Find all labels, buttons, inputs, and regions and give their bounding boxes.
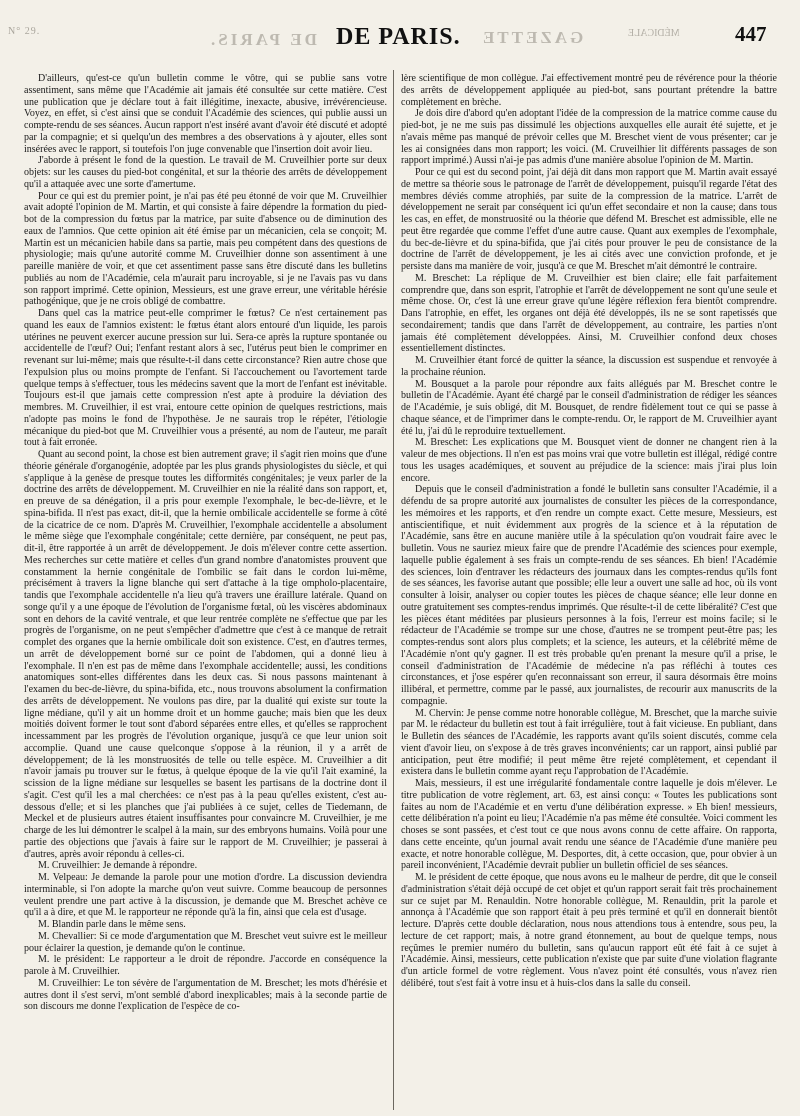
paragraph: Pour ce qui est du premier point, je n'ai pas été peu étonné de voir que M. Cruveilhier avait adopté l'opinion de M. Martin, et qui consiste à faire dépendre la formation du pied-bot de la compression du fœtus par la matrice, par suite d'absence ou de diminution des eaux de l'amnios. Que cette opinion ait été émise par un mécanicien, cela se conçoit; M. Martin est un mécanicien habile dans sa partie, mais peu compétent dans des questions de physiologie; mais qu'une autorité comme M. Cruveilhier donne son assentiment à une pareille manière de voir, et que cet assentiment passe sans être discuté dans les bulletins publiés au nom de l'Académie, cela m'aurait paru incroyable, si je ne l'avais pas vu dans son rapport imprimé. Cette opinion, Messieurs, est une grave erreur, une véritable hérésie pathogénique, que je ne crois obligé de combattre.: [24, 190, 387, 308]
bleed-through-masthead: GAZETTE: [480, 28, 584, 47]
paragraph: Depuis que le conseil d'administration a fondé le bulletin sans consulter l'Académie, il a défendu de sa propre autorité aux journalistes de consulter les pièces de la correspondance, les mémoires et les rapports, et d'en rendre un compte exact. Cette mesure, Messieurs, est antiscientifique, et nuit évidemment aux progrès de la science et à la réputation de l'Académie, sans être en aucune manière utile à la spéculation qu'on voudrait faire avec le bulletin. Vous ne sauriez mieux faire que de prendre l'Académie des sciences pour exemple, laquelle publie également à ses frais un compte-rendu de ses séances. Eh bien! l'Académie des sciences, loin d'entraver les rédacteurs des journaux dans les comptes-rendus qu'ils font de ses séances, les favorise autant que possible; elle leur a ouvert une salle ad hoc, où ils vont consulter à loisir, analyser ou copier toutes les pièces de chaque séance; elle leur donne en outre gratuitement ses comptes-rendus imprimés. Que résulte-t-il de cette libéralité? C'est que les pièces étant méditées par plusieurs personnes à la fois, l'erreur est moins facile; si le rédacteur de l'Académie se trompe sur une chose, d'autres ne se trompent peut-être pas; les comptes-rendus sont alors plus complets; et la science, les auteurs, et la célébrité même de l'Académie n'ont qu'y gagner. Il est très probable qu'en prenant la mesure qu'il a prise, le conseil d'administration de l'Académie de médecine n'a pas réfléchi à toutes ces circonstances, et j'ose espérer qu'en reconnaissant son erreur, il saura désormais être moins illibéral, et permettre, comme par le passé, aux journalistes, de recourir aux manuscrits de la compagnie.: [401, 484, 777, 707]
paragraph: Quant au second point, la chose est bien autrement grave; il s'agit rien moins que d'une théorie générale d'organogénie, adoptée par les plus grands physiologistes du siècle, et qui s'applique à la genèse de presque toutes les difformités congénitales; je veux parler de la doctrine des arrêts de développement. M. Cruveilhier en nie la réalité dans son rapport, et, en preuve de sa dénégation, il a pris pour exemple l'exomphale, le bec-de-lièvre, et le spina-bifida. Il n'est pas exact, dit-il, que la hernie ombilicale accidentelle se forme à côté de la cicatrice de ce nom. D'après M. Cruveilhier, l'exomphale accidentelle a absolument le même siège que l'exomphale congénitale; cette dernière, par conséquent, ne peut pas, dit-il, être rapportée à un arrêt de développement. Je dois m'élever contre cette assertion. Mes recherches sur cette matière et celles d'un grand nombre d'anatomistes prouvent que constamment la hernie congénitale de l'ombilic se fait dans le cordon lui-même, précisément à travers la ligne blanche qui sert d'attache à la tige ompholo-placentaire, tandis que l'exomphale accidentelle n'a lieu qu'à travers une éraillure latérale. Quand on songe qu'il y a une époque de l'évolution de l'organisme fœtal, où les viscères abdominaux sont en dehors de la cavité ventrale, et que leur rentrée complète ne s'effectue que par les progrès de l'organisme, on ne peut s'empêcher d'admettre que c'est à ce manque de retrait complet des organes que la hernie ombilicale doit son existence. C'est, en d'autres termes, un arrêt de développement borné sur ce point de l'abdomen, qui a donné lieu à l'exomphale. Il n'en est pas de même dans l'exomphale accidentelle; aussi, les conditions anatomiques sont-elles différentes dans les deux cas. Si nous passons maintenant à l'examen du bec-de-lièvre, du spina-bifida, etc., nous trouvons absolument la confirmation des arrêts de développement. Ne voulons pas dire, par la dualité qui existe sur toute la ligne médiane, qu'il y ait un homme droit et un homme gauche; mais bien que les deux moitiés doivent former le tout sont d'abord séparées entre elles, et qu'elles se rapprochent incessamment par les progrès de l'évolution organique, jusqu'à ce que leur union soit accomplie. Quand une cause quelconque s'oppose à la réunion, il y a arrêt de développement; de là les monstruosités de telle ou telle espèce. M. Cruveilhier a dit n'avoir jamais pu trouver sur le fœtus, à quelque époque de la vie qu'il l'ait examiné, la scission de la ligne médiane sur lesquelles se basent les partisans de la doctrine dont il s'agit. C'est qu'il les a mal cherchées: ce n'est pas à la peau qu'elles existent, c'est au-dessous d'elle; et si les planches que j'ai publiées à ce sujet, celles de Tiedemann, de Meckel et de plusieurs autres étaient insuffisantes pour convaincre M. Cruveilhier, je me charge de les lui démontrer le scalpel à la main, sur des embryons humains. Voilà pour une partie des objections que j'avais à faire sur le rapport de M. Cruveilhier; je passerai à d'autres, après avoir répondu à celles-ci.: [24, 449, 387, 860]
paragraph: lère scientifique de mon collègue. J'ai effectivement montré peu de révérence pour la théorie des arrêts de développement appliquée au pied-bot, sans pourtant prétendre la battre complètement en brèche.: [401, 73, 777, 108]
speaker-paragraph: M. Velpeau: Je demande la parole pour une motion d'ordre. La discussion deviendra interminable, si l'on adopte la marche qu'on veut suivre. Comme beaucoup de personnes veulent prendre une part active à la discussion, je demande que M. Breschet achève ce qu'il a à dire, et que M. le rapporteur ne réponde qu'à la fin, ainsi que cela est d'usage.: [24, 872, 387, 919]
paragraph: Mais, messieurs, il est une irrégularité fondamentale contre laquelle je dois m'élever. Le titre publication de votre règlement, art. 63, est ainsi conçu: « Toutes les publications sont faites au nom de l'Académie et en vertu d'une délibération expresse. » Eh bien! messieurs, cette délibération n'a point eu lieu; l'Académie n'a pas même été consultée. Voici comment les choses se sont passées, et c'est tout ce que nous avons connu de cette affaire. On rapporta, dans cette enceinte, qu'un journal avait rendu une séance de l'Académie d'une manière peu exacte, et notre honorable collègue, M. Desportes, dit, à cette occasion, que, pour obvier à un pareil inconvénient, l'Académie devrait publier un bulletin officiel de ses séances.: [401, 778, 777, 872]
speaker-paragraph: M. Cruveilhier: Le ton sévère de l'argumentation de M. Breschet; les mots d'hérésie et autres dont il s'est servi, m'ont semblé d'abord inexplicables; mais à la seconde partie de son discours me donne l'explication de l'espèce de co-: [24, 977, 387, 1013]
right-column: [401, 73, 777, 1111]
bleed-through-title: DE PARIS.: [208, 30, 317, 49]
bleed-through-subtitle: MÉDICALE: [628, 28, 680, 39]
paragraph: D'ailleurs, qu'est-ce qu'un bulletin comme le vôtre, qui se publie sans votre assentiment, sans même que l'Académie ait jamais été consultée sur cette matière. C'est une publication que je déclare tout à fait illégitime, inexacte, abusive, irrévérencieuse. Voyez, en effet, si c'est ainsi que se conduit l'Académie des sciences, qui publie aussi un compte-rendu de ses séances. Aucun rapport n'est inséré avant d'avoir été discuté et adopté par la compagnie; et si quelqu'un des membres a des observations à y ajouter, elles sont insérées avec le rapport, si toutefois l'on juge convenable que l'insertion doit avoir lieu.: [24, 73, 387, 155]
speaker-paragraph: M. Blandin parle dans le même sens.: [38, 919, 186, 930]
speaker-paragraph: M. Chevallier: Si ce mode d'argumentation que M. Breschet veut suivre est le meilleur pour éclairer la question, je demande qu'on le continue.: [24, 930, 387, 954]
speaker-paragraph: M. Cruveilhier: Je demande à répondre.: [38, 860, 198, 872]
column-divider: [393, 70, 394, 1110]
page-number: 447: [735, 22, 767, 46]
paragraph: M. Cruveilhier étant forcé de quitter la séance, la discussion est suspendue et renvoyée à la prochaine réunion.: [401, 355, 777, 378]
paragraph: Dans quel cas la matrice peut-elle comprimer le fœtus? Ce n'est certainement pas quand les eaux de l'amnios existent: le fœtus étant alors entouré d'un liquide, les parois utérines ne peuvent exercer aucune pression sur lui. Sera-ce après la rupture spontanée ou accidentelle de l'œuf? Oui; l'enfant restant alors à sec, l'utérus peut bien le comprimer en revenant sur lui-même; mais que résulte-t-il dans cette circonstance? Rien autre chose que l'expulsion plus ou moins prompte de l'enfant. Si l'accouchement ou l'avortement tarde quelque temps à s'effectuer, tous les médecins savent que la mort de l'enfant est inévitable. Toujours est-il que jamais cette compression n'est apte à produire la déviation des membres. M. Cruveilhier, il est vrai, entoure cette opinion de quelques restrictions, mais n'adopte pas moins le fond de l'hypothèse. Je ne saurais trop le répéter, l'étiologie mécanique du pied-bot que M. Cruveilhier vous a présenté, au nom de l'auteur, me paraît tout à fait erronée.: [24, 308, 387, 449]
running-title: DE PARIS.: [336, 24, 461, 50]
speaker-paragraph: M. Breschet: Les explications que M. Bousquet vient de donner ne changent rien à la valeur de mes objections. Il n'en est pas moins vrai que votre bulletin est illégal, rédigé contre tous les usages académiques, et souvent au préjudice de la science: mais j'irai plus loin encore.: [401, 437, 777, 484]
speaker-paragraph: M. Bousquet a la parole pour répondre aux faits allégués par M. Breschet contre le bulletin de l'Académie. Ayant été chargé par le conseil d'administration de rédiger les séances de l'Académie, je suis obligé, dit M. Bousquet, de rendre fidèlement tout ce qui se passe à chaque séance, et de l'imprimer dans le compte-rendu. Or, le rapport de M. Cruveilhier ayant été lu, j'ai dû le reproduire textuellement.: [401, 378, 777, 437]
paragraph: Pour ce qui est du second point, j'ai déjà dit dans mon rapport que M. Martin avait essayé de mettre sa théorie sous le patronage de l'arrêt de développement, puisqu'il regarde l'état des membres déviés comme atrophiés, par suite de la compression de la matrice. L'arrêt de développement ne serait par conséquent ici qu'un effet secondaire et non la cause; dans tous les cas, en effet, de monstruosité ou la théorie que défend M. Breschet est admissible, elle ne peut être regardée que comme l'effet d'une autre cause. Quant aux exemples de l'exomphale, du bec-de-lièvre et du spina-bifida, que j'ai cités pour prouver le peu de consistance de la doctrine de l'arrêt de développement, je les ai cités avec une conviction profonde, et je persiste dans ma manière de voir, jusqu'à ce que M. Breschet m'ait démontré le contraire.: [401, 167, 777, 272]
bleed-through-text: N° 29.: [8, 26, 41, 37]
speaker-paragraph: M. Chervin: Je pense comme notre honorable collègue, M. Breschet, que la marche suivie par M. le rédacteur du bulletin est tout à fait irrégulière, tout à fait vicieuse. En publiant, dans le Bulletin des séances de l'Académie, les rapports avant qu'ils soient discutés, comme cela vient d'avoir lieu, on s'expose à de très graves inconvénients; car un rapport, ainsi publié par anticipation, peut être modifié; il peut même être rejeté complètement, et cependant il existera dans le bulletin comme ayant reçu l'approbation de l'Académie.: [401, 707, 777, 778]
paragraph: Je dois dire d'abord qu'en adoptant l'idée de la compression de la matrice comme cause du pied-bot, je ne me suis pas dissimulé les objections auxquelles elle aurait été sujette, et je n'avais même pas manqué de prévoir celles que M. Breschet vient de vous présenter; car je les ai consignées dans mon rapport; les voici. (M. Cruveilhier lit différents passages de son rapport imprimé.) Aussi n'ai-je pas admis d'une manière absolue l'opinion de M. Martin.: [401, 108, 777, 167]
speaker-paragraph: M. le président: Le rapporteur a le droit de répondre. J'accorde en conséquence la parole à M. Cruveilhier.: [24, 954, 387, 977]
paragraph: J'aborde à présent le fond de la question. Le travail de M. Cruveilhier porte sur deux objets: sur les causes du pied-bot congénital, et sur la théorie des arrêts de développement qu'il a attaquée avec une sorte d'amertume.: [24, 155, 387, 190]
paragraph: M. le président de cette époque, que nous avons eu le malheur de perdre, dit que le conseil d'administration s'était déjà occupé de cet objet et qu'un rapport serait fait très prochainement sur ce sujet par M. Renauldin. Notre honorable collègue, M. Renauldin, prit la parole et annonça à l'Académie que son rapport était à peu près terminé et qu'il en donnerait bientôt lecture. D'après cette double déclaration, nous nous attendions tous à entendre, sous peu, la lecture de cet rapport; mais, à notre grand étonnement, au bout de quelque temps, nous reçûmes le premier numéro du bulletin, sans qu'aucun rapport eût été fait à ce sujet à l'Académie. Ainsi, messieurs, cette publication n'existe que par suite d'une violation flagrante d'un article formel de votre règlement. Vous n'avez point été consultés, vous n'avez rien délibéré, tout s'est fait à votre insu et à huis-clos dans la salle du conseil.: [401, 872, 777, 989]
speaker-paragraph: M. Breschet: La réplique de M. Cruveilhier est bien claire; elle fait parfaitement comprendre que, dans son esprit, l'atrophie et l'arrêt de développement ne sont qu'une seule et même chose. Or, c'est là une erreur grave qu'une légère réflexion fera bientôt comprendre. Dans l'atrophie, en effet, les organes ont déjà été développés, ils ne se sont rapetissés que secondairement; tandis que dans l'arrêt de développement, au contraire, les parties n'ont jamais été complètement développées. Ainsi, M. Cruveilhier confond deux choses essentiellement distinctes.: [401, 272, 777, 355]
page-header: [0, 0, 800, 50]
left-column: [24, 73, 387, 1111]
